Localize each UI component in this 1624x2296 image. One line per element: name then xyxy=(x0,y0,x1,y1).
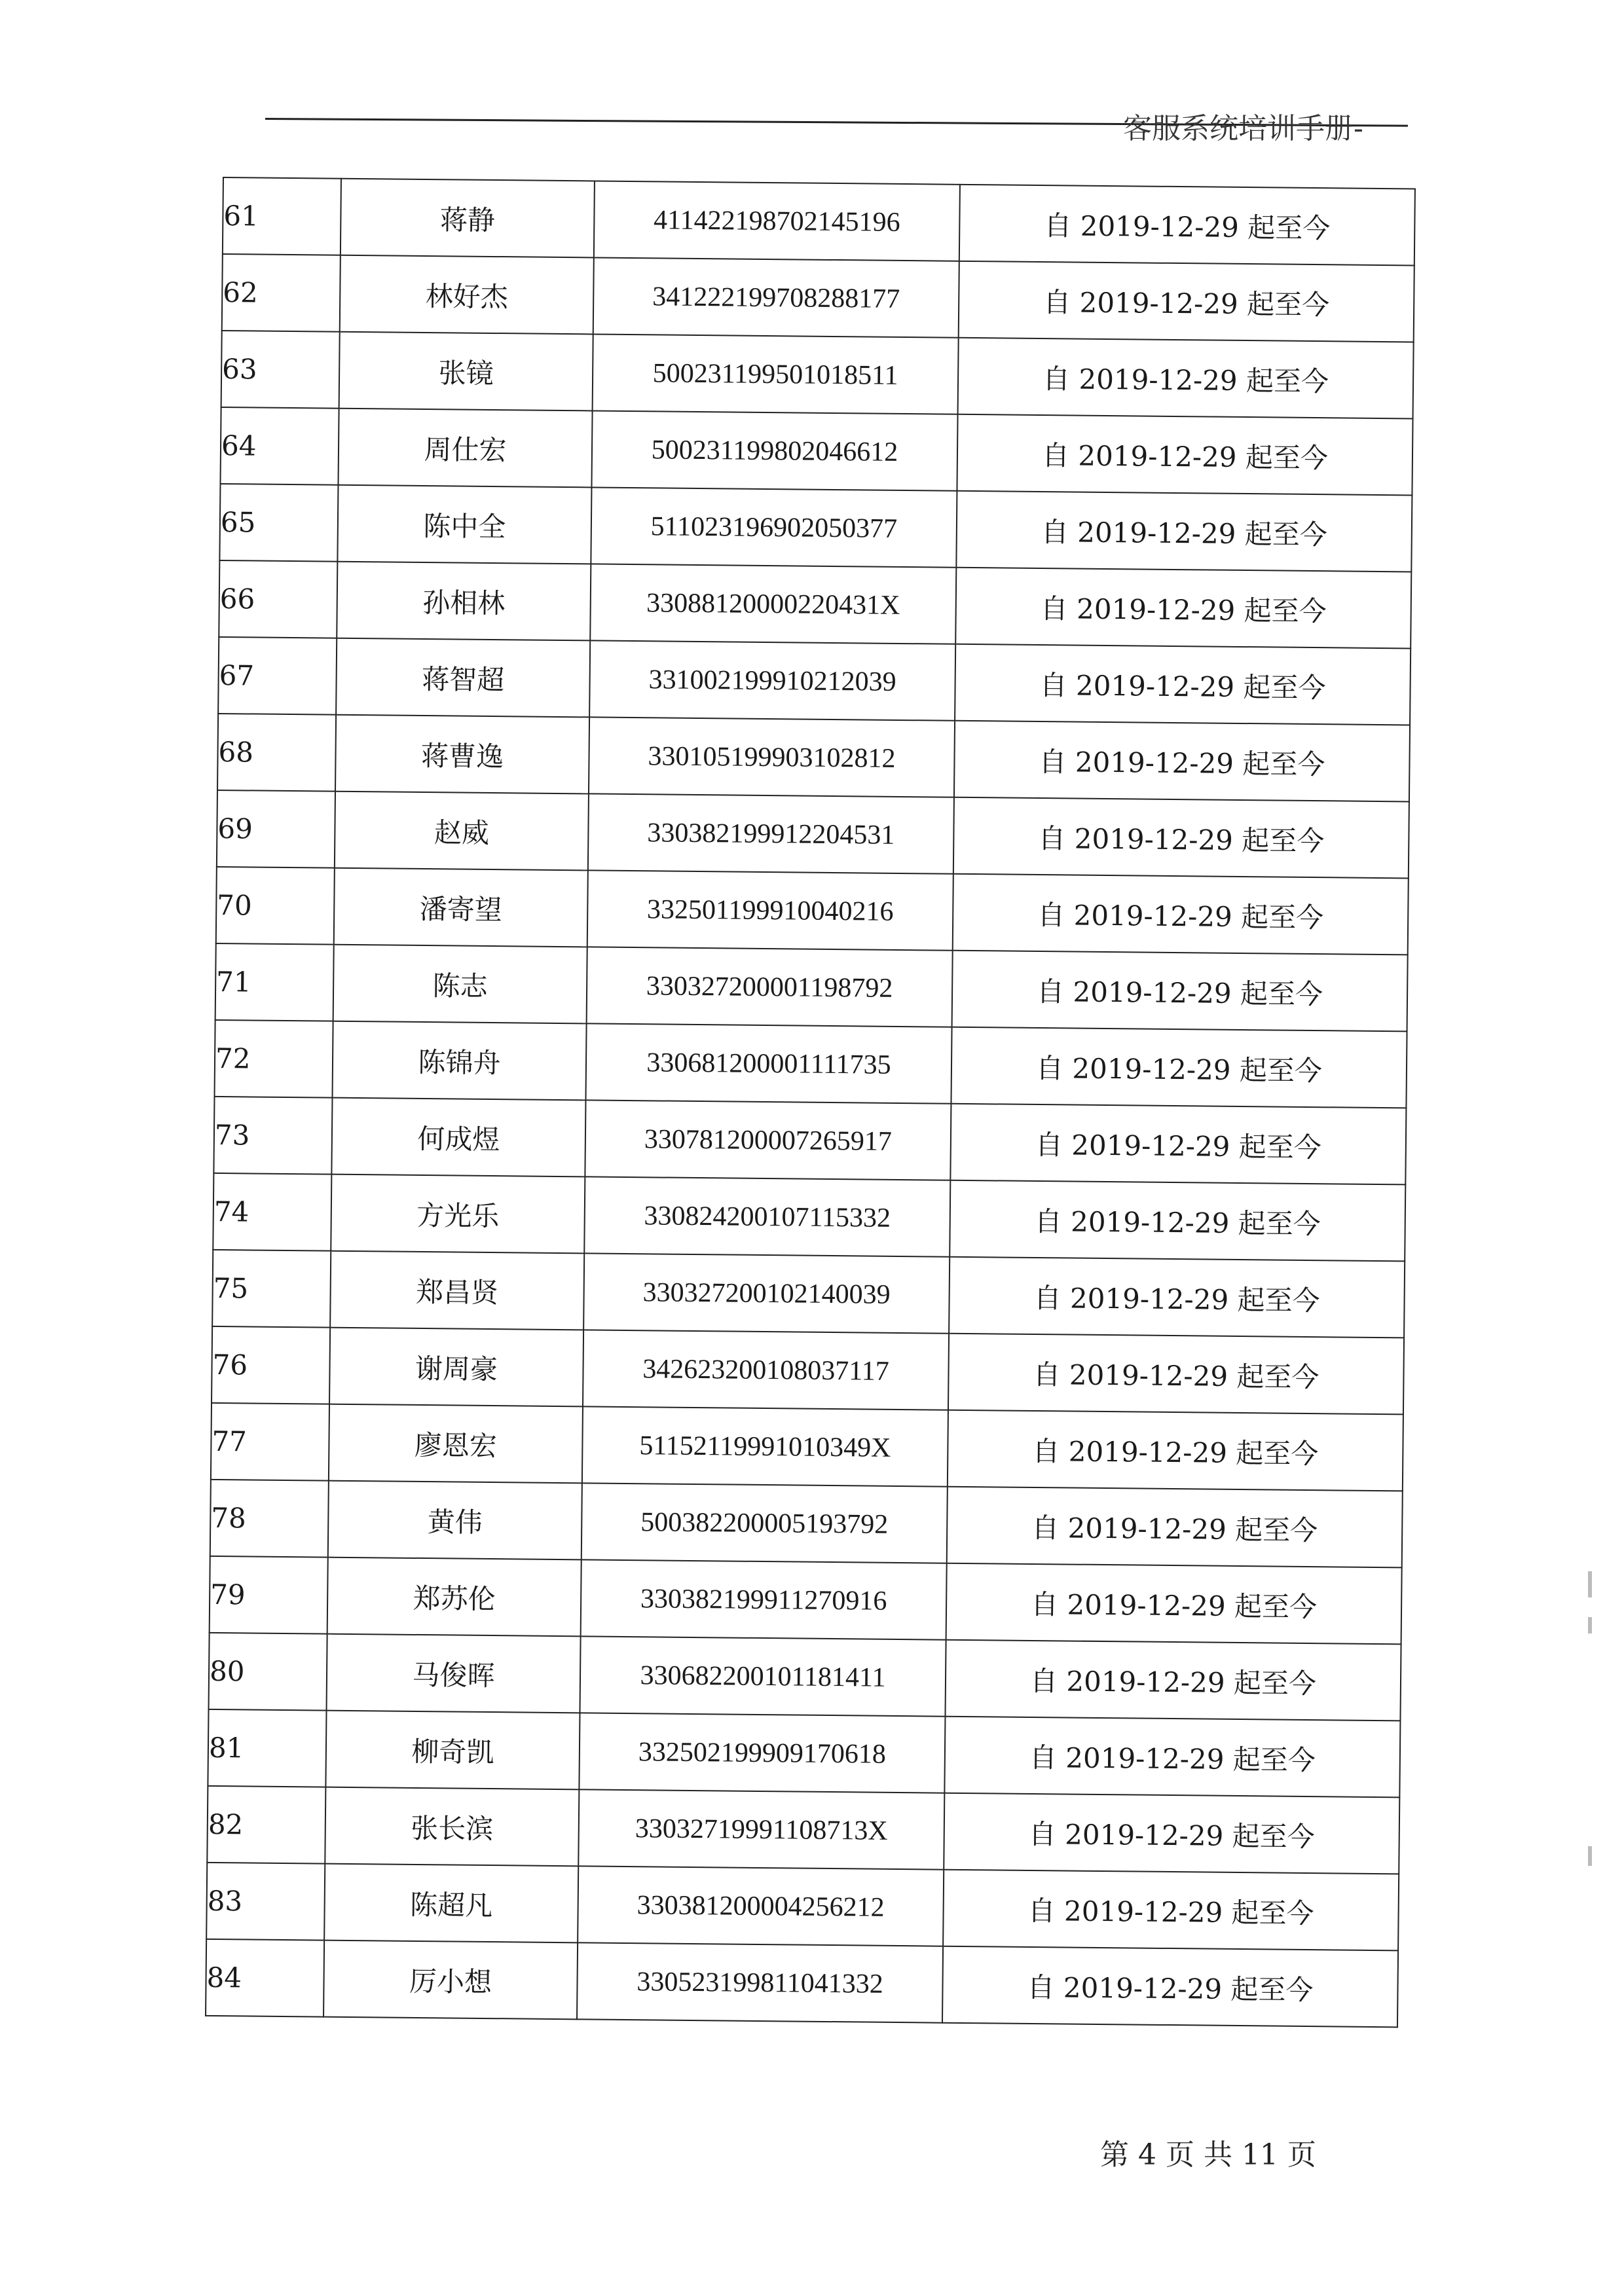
table-row xyxy=(220,407,1412,495)
row-id-number-cell: 330681200001111735 xyxy=(585,1023,951,1103)
row-period-cell: 自 2019-12-29 起至今 xyxy=(959,261,1414,342)
table-row xyxy=(212,1250,1405,1338)
row-period-cell: 自 2019-12-29 起至今 xyxy=(956,491,1412,572)
row-period-cell: 自 2019-12-29 起至今 xyxy=(942,1946,1398,2028)
row-index-cell: 78 xyxy=(210,1480,329,1558)
table-row xyxy=(219,484,1412,572)
row-name-cell: 廖恩宏 xyxy=(329,1404,583,1484)
row-id-number-cell: 33088120000220431X xyxy=(590,564,956,644)
roster-table-body xyxy=(206,177,1415,2027)
row-index-cell: 77 xyxy=(211,1403,329,1481)
table-row xyxy=(223,177,1415,265)
row-name-cell: 蒋智超 xyxy=(336,638,590,718)
table-row xyxy=(213,1173,1405,1261)
row-period-cell: 自 2019-12-29 起至今 xyxy=(957,414,1412,496)
row-id-number-cell: 330682200101181411 xyxy=(580,1636,946,1716)
row-name-cell: 黄伟 xyxy=(328,1481,582,1560)
row-name-cell: 谢周豪 xyxy=(329,1328,583,1407)
document-header-title: 客服系统培训手册- xyxy=(1123,112,1363,145)
table-row xyxy=(208,1709,1400,1797)
row-index-cell: 61 xyxy=(223,177,341,255)
row-name-cell: 林好杰 xyxy=(340,255,594,335)
row-id-number-cell: 330105199903102812 xyxy=(589,717,955,797)
row-name-cell: 陈锦舟 xyxy=(333,1021,587,1101)
row-name-cell: 何成煜 xyxy=(331,1098,585,1177)
row-name-cell: 蒋静 xyxy=(341,179,595,258)
table-row xyxy=(206,1863,1399,1950)
row-id-number-cell: 500382200005193792 xyxy=(581,1483,948,1563)
row-index-cell: 80 xyxy=(209,1633,327,1711)
row-index-cell: 79 xyxy=(210,1556,328,1634)
row-index-cell: 76 xyxy=(212,1326,330,1404)
row-name-cell: 郑昌贤 xyxy=(330,1251,584,1330)
row-period-cell: 自 2019-12-29 起至今 xyxy=(948,1410,1403,1491)
row-index-cell: 72 xyxy=(215,1020,333,1098)
table-row xyxy=(219,560,1411,648)
table-row xyxy=(217,790,1409,878)
table-row xyxy=(211,1403,1403,1491)
row-name-cell: 厉小想 xyxy=(323,1941,578,2020)
row-id-number-cell: 51152119991010349X xyxy=(582,1406,948,1486)
row-name-cell: 周仕宏 xyxy=(338,409,592,488)
row-name-cell: 赵威 xyxy=(335,792,589,871)
row-index-cell: 73 xyxy=(213,1097,332,1175)
table-row xyxy=(217,714,1410,801)
row-id-number-cell: 500231199802046612 xyxy=(591,410,957,490)
table-row xyxy=(210,1556,1402,1644)
row-index-cell: 64 xyxy=(220,407,339,485)
row-period-cell: 自 2019-12-29 起至今 xyxy=(952,951,1408,1032)
table-row xyxy=(212,1326,1404,1414)
row-id-number-cell: 332502199909170618 xyxy=(579,1713,945,1793)
row-id-number-cell: 330327200102140039 xyxy=(583,1253,950,1333)
page-number: 第 4 页 共 11 页 xyxy=(1100,2138,1316,2172)
row-period-cell: 自 2019-12-29 起至今 xyxy=(953,874,1409,955)
row-period-cell: 自 2019-12-29 起至今 xyxy=(953,797,1409,879)
row-index-cell: 63 xyxy=(221,331,340,409)
row-name-cell: 郑苏伦 xyxy=(327,1558,581,1637)
row-period-cell: 自 2019-12-29 起至今 xyxy=(948,1334,1404,1415)
row-period-cell: 自 2019-12-29 起至今 xyxy=(951,1027,1407,1108)
row-period-cell: 自 2019-12-29 起至今 xyxy=(944,1717,1400,1798)
table-row xyxy=(206,1939,1398,2027)
row-index-cell: 62 xyxy=(222,254,341,332)
row-name-cell: 孙相林 xyxy=(337,562,591,641)
row-id-number-cell: 500231199501018511 xyxy=(593,334,959,414)
row-period-cell: 自 2019-12-29 起至今 xyxy=(949,1257,1405,1338)
row-period-cell: 自 2019-12-29 起至今 xyxy=(959,185,1415,266)
row-period-cell: 自 2019-12-29 起至今 xyxy=(943,1870,1399,1951)
row-id-number-cell: 330381200004256212 xyxy=(578,1866,944,1946)
row-name-cell: 陈中全 xyxy=(337,485,591,564)
row-index-cell: 81 xyxy=(208,1709,326,1787)
row-period-cell: 自 2019-12-29 起至今 xyxy=(954,721,1410,802)
row-index-cell: 70 xyxy=(216,867,335,945)
row-period-cell: 自 2019-12-29 起至今 xyxy=(950,1180,1405,1262)
row-id-number-cell: 342623200108037117 xyxy=(583,1330,949,1410)
row-period-cell: 自 2019-12-29 起至今 xyxy=(944,1793,1399,1874)
table-row xyxy=(218,637,1411,725)
row-index-cell: 83 xyxy=(206,1863,325,1941)
table-row xyxy=(215,1020,1407,1108)
table-row xyxy=(222,254,1414,342)
row-index-cell: 69 xyxy=(217,790,335,868)
row-index-cell: 75 xyxy=(212,1250,331,1328)
row-name-cell: 陈志 xyxy=(333,945,587,1024)
row-period-cell: 自 2019-12-29 起至今 xyxy=(947,1487,1403,1568)
row-id-number-cell: 330327200001198792 xyxy=(587,947,953,1027)
row-index-cell: 84 xyxy=(206,1939,324,2017)
row-period-cell: 自 2019-12-29 起至今 xyxy=(955,644,1411,725)
row-id-number-cell: 33032719991108713X xyxy=(578,1789,944,1869)
row-index-cell: 65 xyxy=(219,484,338,562)
row-name-cell: 柳奇凯 xyxy=(325,1711,580,1790)
table-row xyxy=(213,1097,1406,1184)
row-id-number-cell: 330382199912204531 xyxy=(588,793,954,873)
scan-artifact xyxy=(1588,1846,1592,1866)
row-index-cell: 66 xyxy=(219,560,337,638)
roster-table xyxy=(205,177,1416,2028)
row-index-cell: 74 xyxy=(213,1173,331,1251)
table-row xyxy=(207,1786,1399,1874)
row-id-number-cell: 511023196902050377 xyxy=(591,487,957,567)
row-name-cell: 方光乐 xyxy=(331,1175,585,1254)
row-name-cell: 张镜 xyxy=(339,332,593,411)
row-id-number-cell: 330824200107115332 xyxy=(584,1176,950,1256)
scan-artifact xyxy=(1588,1571,1592,1597)
row-name-cell: 蒋曹逸 xyxy=(335,715,589,794)
table-row xyxy=(210,1480,1403,1567)
scan-artifact xyxy=(1588,1617,1592,1633)
table-row xyxy=(216,867,1409,955)
row-name-cell: 陈超凡 xyxy=(324,1864,578,1943)
row-name-cell: 马俊晖 xyxy=(327,1634,581,1713)
row-period-cell: 自 2019-12-29 起至今 xyxy=(945,1640,1401,1721)
row-id-number-cell: 411422198702145196 xyxy=(594,181,960,261)
row-id-number-cell: 330382199911270916 xyxy=(581,1559,947,1639)
row-name-cell: 张长滨 xyxy=(325,1787,579,1867)
row-name-cell: 潘寄望 xyxy=(334,868,588,947)
row-index-cell: 71 xyxy=(215,943,334,1021)
row-index-cell: 68 xyxy=(217,714,336,792)
table-row xyxy=(215,943,1408,1031)
row-id-number-cell: 331002199910212039 xyxy=(589,640,955,720)
row-index-cell: 82 xyxy=(207,1786,325,1864)
row-id-number-cell: 341222199708288177 xyxy=(593,257,959,337)
roster-sheet xyxy=(205,177,1416,2028)
row-period-cell: 自 2019-12-29 起至今 xyxy=(946,1563,1402,1645)
row-id-number-cell: 330781200007265917 xyxy=(585,1100,951,1180)
row-period-cell: 自 2019-12-29 起至今 xyxy=(950,1104,1406,1185)
row-period-cell: 自 2019-12-29 起至今 xyxy=(958,338,1414,419)
row-id-number-cell: 330523199811041332 xyxy=(577,1942,943,2022)
table-row xyxy=(209,1633,1401,1721)
row-period-cell: 自 2019-12-29 起至今 xyxy=(955,568,1411,649)
row-id-number-cell: 332501199910040216 xyxy=(587,870,953,950)
row-index-cell: 67 xyxy=(218,637,337,715)
table-row xyxy=(221,331,1414,418)
